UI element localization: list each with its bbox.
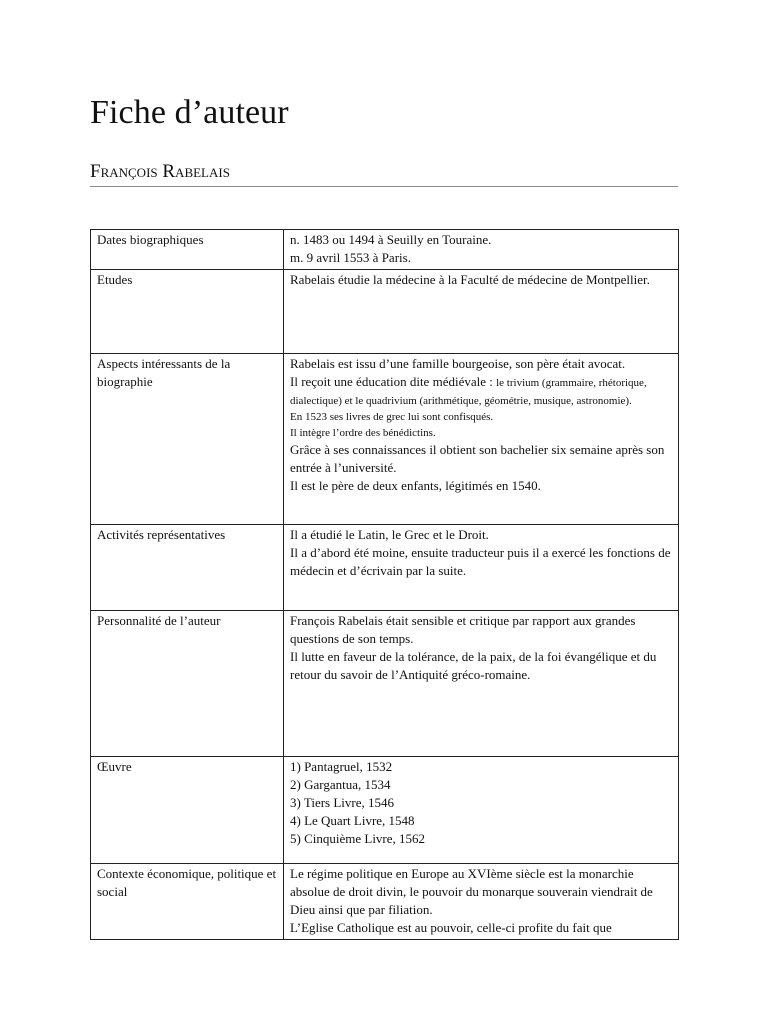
author-info-table: [90, 229, 679, 940]
oeuvre-item-2: 2) Gargantua, 1534: [290, 777, 391, 792]
personnalite-line-sensible: François Rabelais était sensible et critique par rapport aux grandes questions de son temps.: [290, 613, 636, 646]
personnalite-value: [284, 611, 679, 757]
aspects-line-books: En 1523 ses livres de grec lui sont confisqués.: [290, 411, 494, 423]
contexte-text-clip: [290, 865, 672, 937]
aspects-line-education: [290, 373, 672, 409]
table-row-aspects: [91, 354, 679, 525]
aspects-education-detail: le trivium (grammaire, rhétorique, dialectique) et le quadrivium (arithmétique, géométrie, musique, astronomie).: [290, 377, 647, 407]
etudes-value: [284, 270, 679, 354]
aspects-line-order: Il intègre l’ordre des bénédictins.: [290, 427, 436, 439]
personnalite-line-lutte: Il lutte en faveur de la tolérance, de la paix, de la foi évangélique et du retour du savoir de l’Antiquité gréco-romaine.: [290, 649, 657, 682]
table-row-oeuvre: [91, 757, 679, 864]
aspects-label: Aspects intéressants de la biographie: [91, 354, 284, 525]
contexte-value: [284, 864, 679, 940]
activites-label: Activités représentatives: [91, 525, 284, 611]
table-row-contexte: [91, 864, 679, 940]
oeuvre-label: Œuvre: [91, 757, 284, 864]
activites-value: [284, 525, 679, 611]
oeuvre-item-4: 4) Le Quart Livre, 1548: [290, 813, 415, 828]
aspects-line-bachelor: Grâce à ses connaissances il obtient son bachelier six semaine après son entrée à l’université.: [290, 442, 665, 475]
aspects-education-start: Il reçoit une éducation dite médiévale :: [290, 374, 497, 389]
birth-line: n. 1483 ou 1494 à Seuilly en Touraine.: [290, 232, 492, 247]
aspects-line-family: Rabelais est issu d’une famille bourgeoise, son père était avocat.: [290, 356, 626, 371]
dates-value: [284, 230, 679, 270]
table-row-etudes: [91, 270, 679, 354]
contexte-label: Contexte économique, politique et social: [91, 864, 284, 940]
death-line: m. 9 avril 1553 à Paris.: [290, 250, 411, 265]
oeuvre-item-5: 5) Cinquième Livre, 1562: [290, 831, 426, 846]
activites-line-studies: Il a étudié le Latin, le Grec et le Droit.: [290, 527, 489, 542]
table-row-dates: [91, 230, 679, 270]
oeuvre-item-3: 3) Tiers Livre, 1546: [290, 795, 394, 810]
contexte-line-eglise: L’Eglise Catholique est au pouvoir, celle-ci profite du fait que: [290, 920, 612, 935]
dates-label: Dates biographiques: [91, 230, 284, 270]
aspects-value: [284, 354, 679, 525]
activites-line-career: Il a d’abord été moine, ensuite traducteur puis il a exercé les fonctions de médecin et d’écrivain par la suite.: [290, 545, 671, 578]
oeuvre-item-1: 1) Pantagruel, 1532: [290, 759, 393, 774]
etudes-label: Etudes: [91, 270, 284, 354]
contexte-line-regime: Le régime politique en Europe au XVIème siècle est la monarchie absolue de droit divin, le pouvoir du monarque souverain viendrait de Dieu ainsi que par filiation.: [290, 866, 653, 917]
table-row-personnalite: [91, 611, 679, 757]
aspects-line-children: Il est le père de deux enfants, légitimés en 1540.: [290, 478, 541, 493]
oeuvre-value: [284, 757, 679, 864]
etudes-text: Rabelais étudie la médecine à la Faculté de médecine de Montpellier.: [290, 272, 650, 287]
author-divider: [90, 186, 678, 187]
table-row-activites: [91, 525, 679, 611]
document-title: Fiche d’auteur: [90, 94, 289, 131]
author-name: François Rabelais: [90, 161, 230, 182]
personnalite-label: Personnalité de l’auteur: [91, 611, 284, 757]
